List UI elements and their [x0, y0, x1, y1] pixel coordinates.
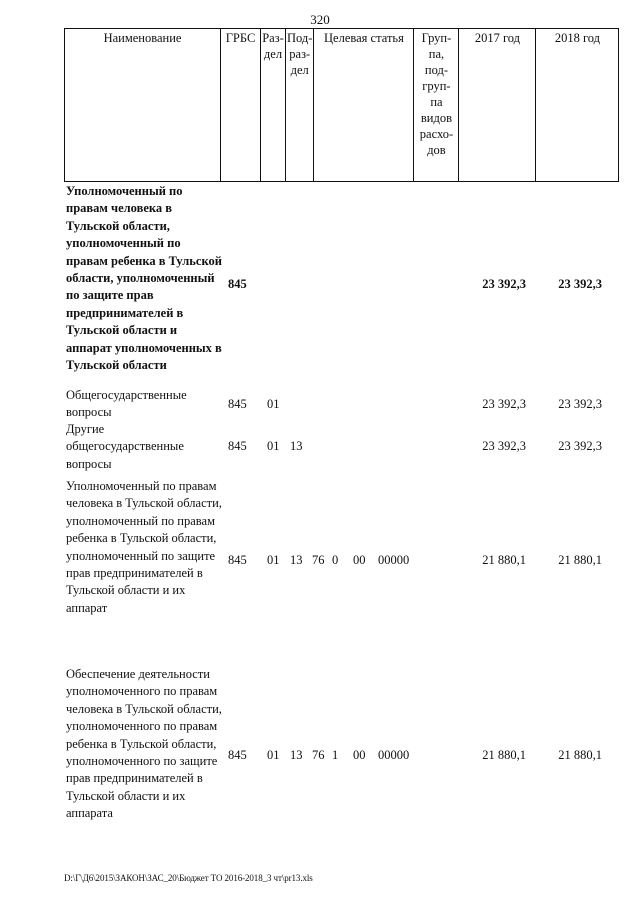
row-podrazdel: 13 — [290, 553, 303, 567]
header-podrazdel: Под- раз- дел — [286, 29, 314, 182]
row-2018: 21 880,1 — [558, 553, 602, 567]
row-2018: 23 392,3 — [558, 397, 602, 411]
table-row — [64, 183, 616, 378]
row-target-program: 76 — [312, 748, 325, 762]
header-name: Наименование — [65, 29, 221, 182]
row-2017: 23 392,3 — [482, 439, 526, 453]
row-razdel: 01 — [267, 439, 280, 453]
row-podrazdel: 13 — [290, 439, 303, 453]
header-2017: 2017 год — [459, 29, 536, 182]
budget-table-header — [64, 28, 619, 182]
header-razdel: Раз- дел — [261, 29, 286, 182]
row-2017: 23 392,3 — [482, 397, 526, 411]
row-target-event: 00 — [353, 553, 366, 567]
row-2017: 21 880,1 — [482, 553, 526, 567]
row-2018: 21 880,1 — [558, 748, 602, 762]
row-target-direction: 00000 — [378, 748, 410, 762]
row-name: Уполномоченный по правам человека в Тульской области, уполномоченный по правам ребенка в Тульской области, уполномоченный по защите прав предпринимателей в Тульской области и аппарат уполномоченных в Тульской области — [66, 184, 222, 373]
table-row — [64, 478, 616, 643]
row-2018: 23 392,3 — [558, 439, 602, 453]
row-target-subprogram: 0 — [332, 553, 339, 567]
row-name: Уполномоченный по правам человека в Тульской области, уполномоченный по правам ребенка в Тульской области, уполномоченный по защите прав предпринимателей в Тульской области и их аппарат — [66, 479, 222, 615]
table-row — [64, 666, 616, 846]
page-number: 320 — [310, 12, 330, 27]
row-target-direction: 00000 — [378, 553, 410, 567]
row-grbs: 845 — [228, 553, 247, 567]
row-target-event: 00 — [353, 748, 366, 762]
row-name: Общегосударственные вопросы — [66, 388, 187, 420]
row-grbs: 845 — [228, 748, 247, 762]
row-podrazdel: 13 — [290, 748, 303, 762]
row-name: Обеспечение деятельности уполномоченного по правам человека в Тульской области, уполномоченного по правам ребенка в Тульской области, уполномоченного по защите прав предпринимателей в Тульской области и их аппарата — [66, 667, 222, 821]
table-row — [64, 387, 616, 423]
row-razdel: 01 — [267, 748, 280, 762]
row-2018: 23 392,3 — [558, 277, 602, 291]
header-group: Груп- па, под- груп- па видов расхо- дов — [414, 29, 459, 182]
row-target-program: 76 — [312, 553, 325, 567]
header-2018: 2018 год — [536, 29, 619, 182]
header-grbs: ГРБС — [221, 29, 261, 182]
file-path-footer: D:\Г\Д6\2015\ЗАКОН\ЗАС_20\Бюджет ТО 2016-2018_3 чт\pr13.xls — [64, 873, 313, 883]
row-razdel: 01 — [267, 397, 280, 411]
row-razdel: 01 — [267, 553, 280, 567]
row-2017: 23 392,3 — [482, 277, 526, 291]
row-name: Другие общегосударственные вопросы — [66, 422, 184, 471]
row-grbs: 845 — [228, 439, 247, 453]
row-target-subprogram: 1 — [332, 748, 339, 762]
row-2017: 21 880,1 — [482, 748, 526, 762]
row-grbs: 845 — [228, 397, 247, 411]
header-target: Целевая статья — [314, 29, 414, 182]
table-row — [64, 421, 616, 473]
row-grbs: 845 — [228, 277, 247, 291]
